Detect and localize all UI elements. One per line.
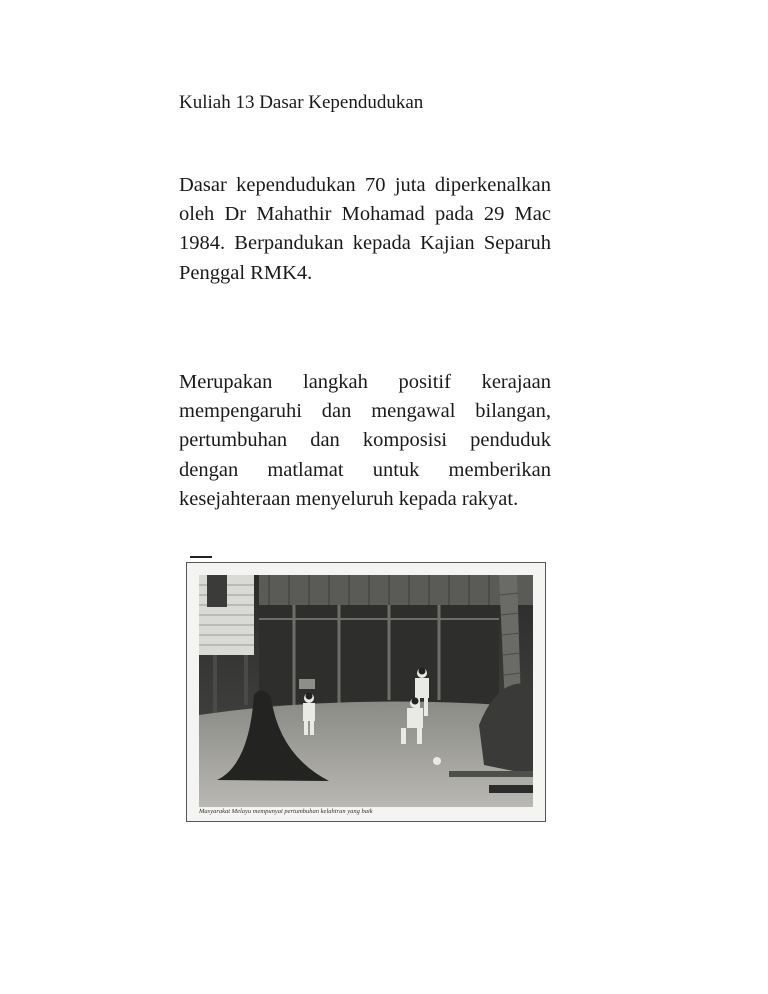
figure-caption: Masyarakat Melayu mempunyai pertumbuhan kelahiran yang baik xyxy=(199,808,373,815)
page-title: Kuliah 13 Dasar Kependudukan xyxy=(179,92,424,113)
photo-figure xyxy=(186,562,546,822)
paragraph-policy-intro: Dasar kependudukan 70 juta diperkenalkan oleh Dr Mahathir Mohamad pada 29 Mac 1984. Berpandukan kepada Kajian Separuh Penggal RMK4. xyxy=(179,174,551,284)
village-children-photo xyxy=(199,575,533,807)
paragraph-policy-purpose: Merupakan langkah positif kerajaan mempengaruhi dan mengawal bilangan, pertumbuhan dan komposisi penduduk dengan matlamat untuk memberikan kesejahteraan menyeluruh kepada rakyat. xyxy=(179,371,551,510)
figure-marker xyxy=(190,556,212,558)
